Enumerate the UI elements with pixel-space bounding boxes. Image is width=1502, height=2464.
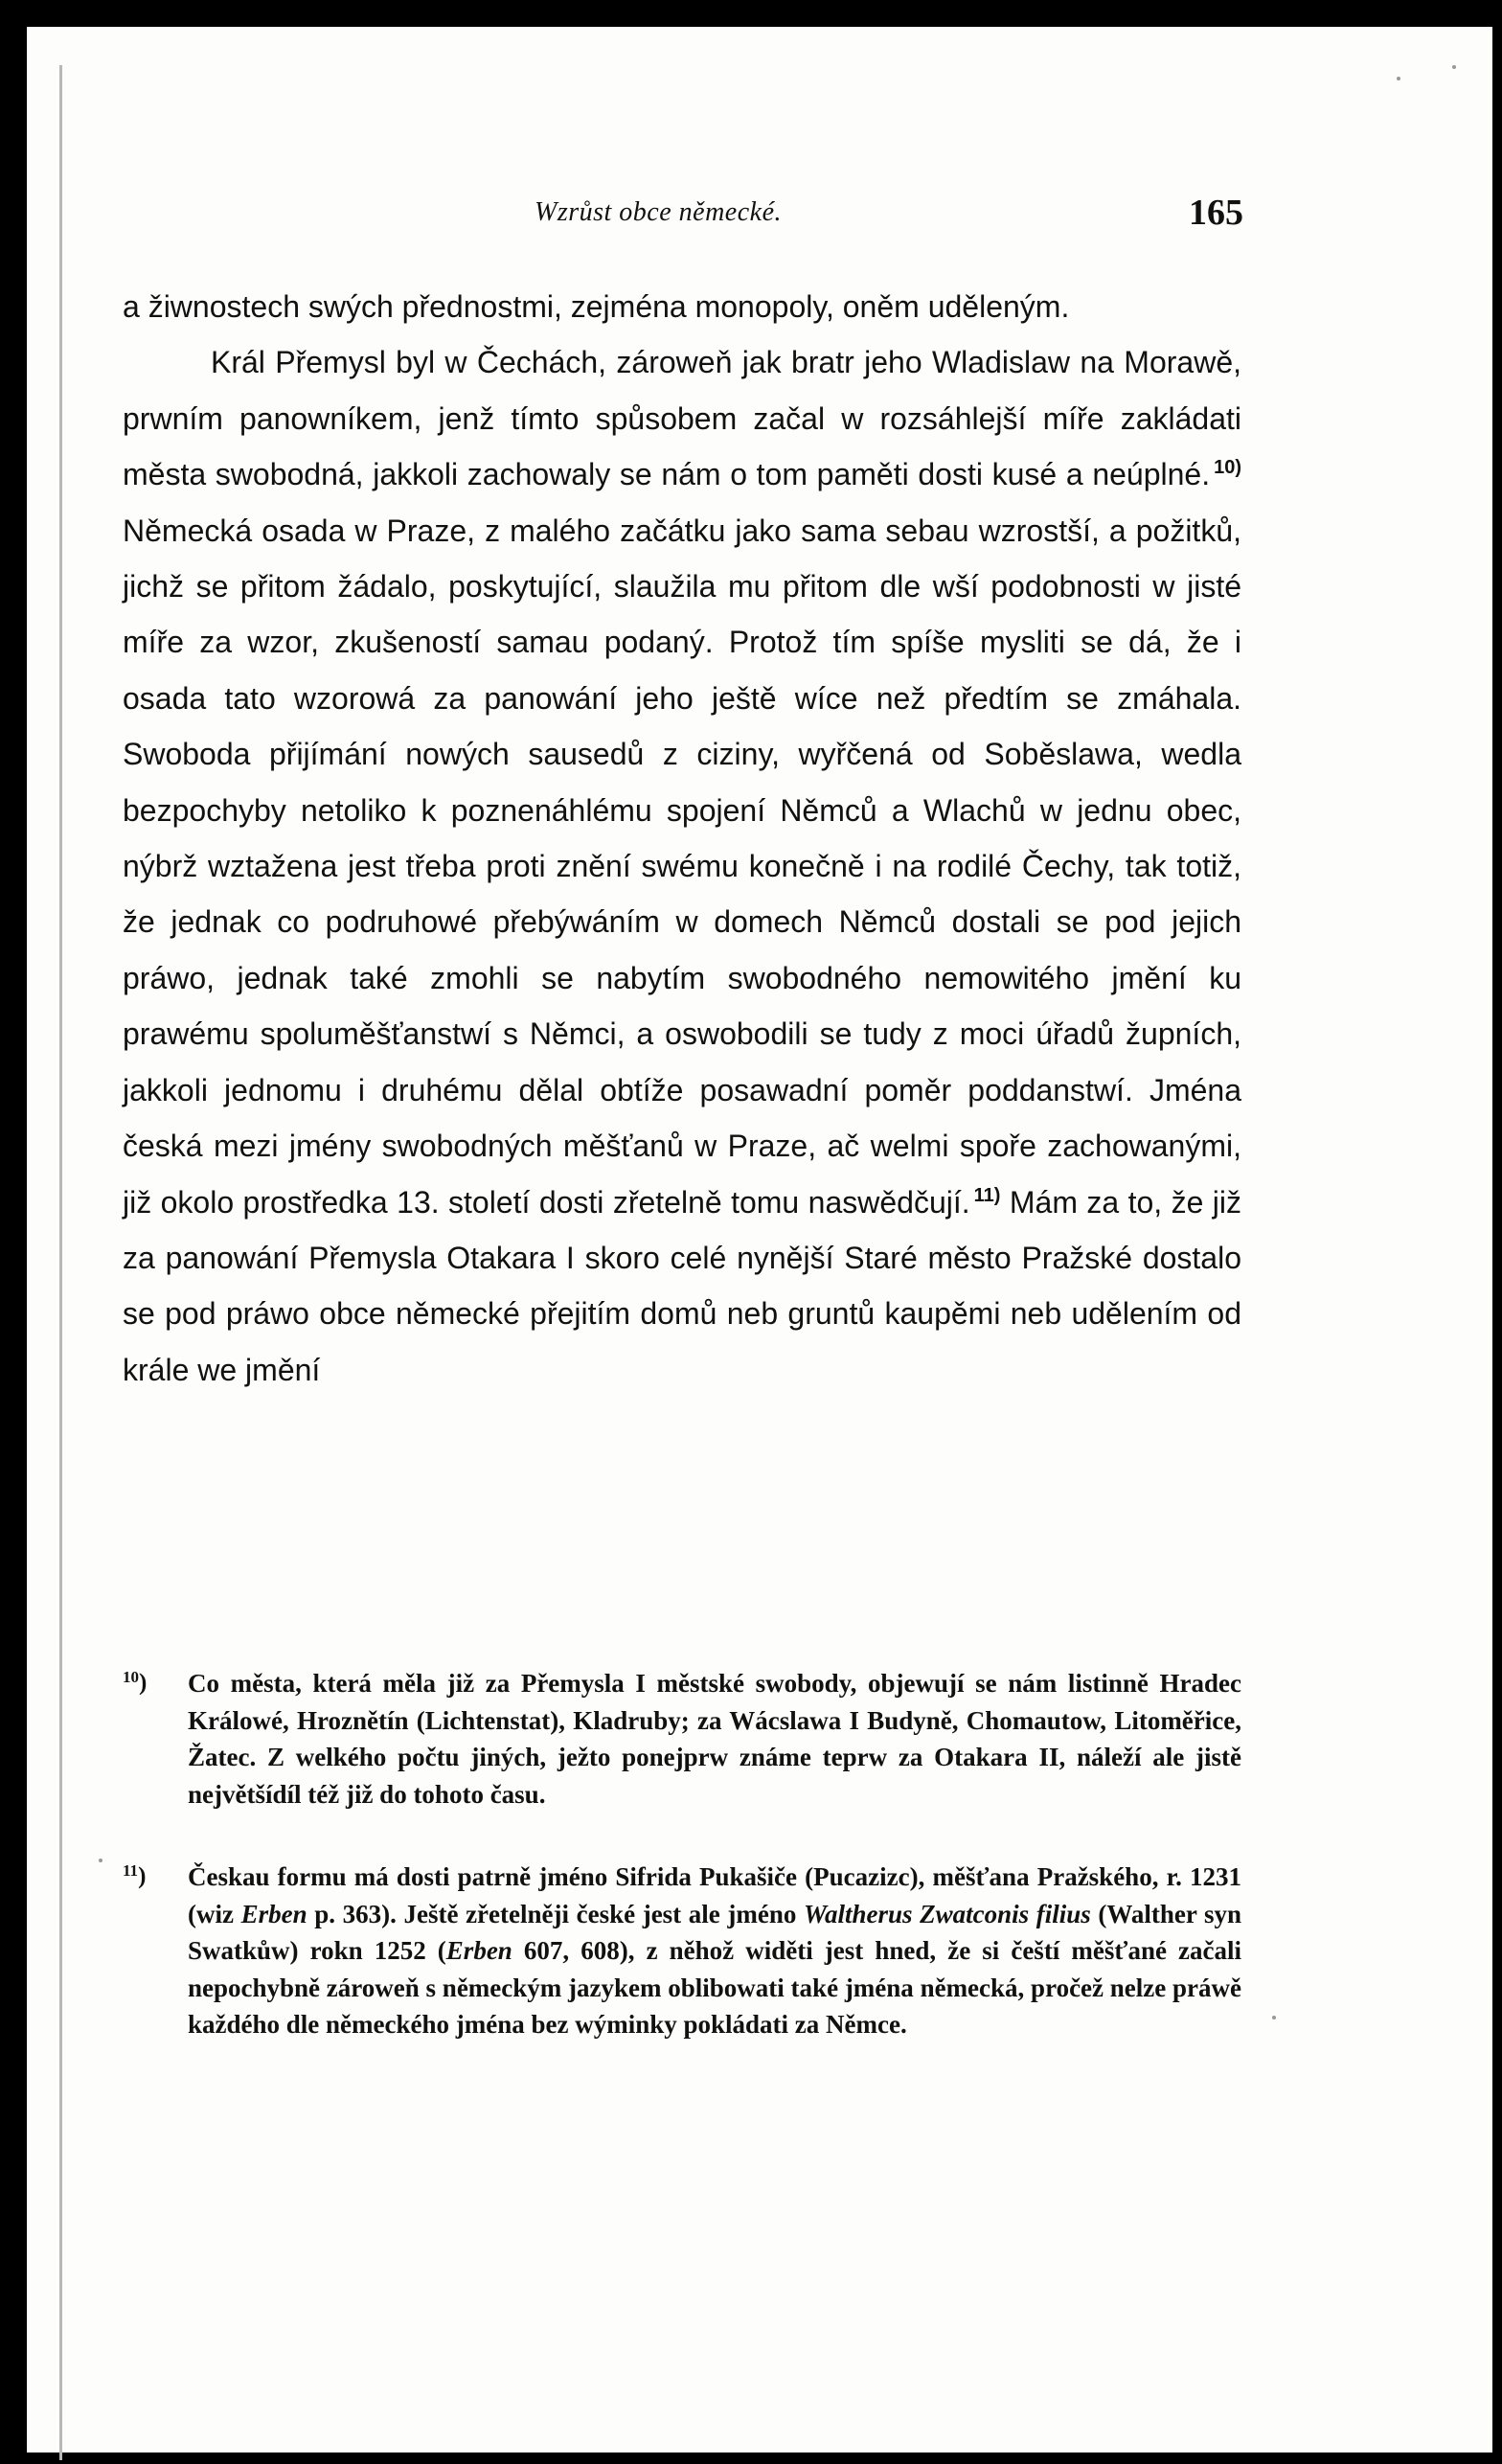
paragraph-2-part-3: Mám za to, že již za panowání Přemysla Otakara I skoro celé nynější Staré město Pražské dostalo se pod práwo obce německé přejitím domů neb gruntů kaupěmi neb udělením od krále we jmění <box>123 1184 1242 1387</box>
body-text <box>123 279 1241 1398</box>
footnote-10-number: $^{10}$) <box>123 1668 148 1696</box>
paragraph-2 <box>123 334 1241 1398</box>
book-page <box>27 27 1492 2453</box>
scan-speck <box>1272 2016 1276 2019</box>
paragraph-2-part-1: Král Přemysl byl w Čechách, zároweň jak bratr jeho Wladislaw na Morawě, prwním panowníkem, jenž tímto spůsobem začal w rozsáhlejší míře zakládati města swobodná, jakkoli zachowaly se nám o tom paměti dosti kusé a neúplné. <box>123 345 1241 492</box>
citation-erben-2: Erben <box>445 1936 512 1965</box>
citation-waltherus: Waltherus Zwatconis filius <box>804 1899 1091 1928</box>
paragraph-2-part-2: Německá osada w Praze, z malého začátku jako sama sebau wzrostší, a požitků, jichž se přitom žádalo, poskytující, slaužila mu přitom dle wší podobnosti w jisté míře za wzor, zkušeností samau podaný. Protož tím spíše mysliti se dá, že i osada tato wzorowá za panowání jeho ještě wíce než předtím se zmáhala. Swoboda přijímání nowých sausedů z ciziny, wyřčená od Soběslawa, wedla bezpochyby netoliko k poznenáhlému spojení Němců a Wlachů w jednu obec, nýbrž wztažena jest třeba proti znění swému konečně i na rodilé Čechy, tak totiž, že jednak co podruhowé přebýwáním w domech Němců dostali se pod jejich práwo, jednak také zmohli se nabytím swobodného nemowitého jmění ku prawému spoluměšťanstwí s Němci, a oswobodili se tudy z moci úřadů župních, jakkoli jednomu i druhému dělal obtíže posawadní poměr poddanstwí. Jména česká mezi jmény swobodných měšťanů w Praze, ač welmi spoře zachowanými, již okolo prostředka 13. století dosti zřetelně tomu naswědčují. <box>123 513 1241 1220</box>
page-number: 165 <box>1189 193 1243 233</box>
footnote-ref-10: 10) <box>1214 457 1241 479</box>
footnote-10-text: Co města, která měla již za Přemysla I městské swobody, objewují se nám listinně Hradec Králowé, Hroznětín (Lichtenstat), Kladruby; za Wácslawa I Budyně, Chomautow, Litoměřice, Žatec. Z welkého počtu jiných, ježto ponejprw známe teprw za Otakara II, náleží ale jistě největšídíl též již do tohoto času. <box>188 1669 1241 1809</box>
page-edge-rule <box>59 65 62 2460</box>
scan-speck <box>1397 77 1400 80</box>
citation-erben: Erben <box>240 1899 307 1928</box>
footnote-ref-11: 11) <box>973 1184 1001 1206</box>
scan-speck <box>1452 65 1456 69</box>
footnote-11 <box>123 1859 1241 2043</box>
running-head: Wzrůst obce německé. <box>535 197 783 227</box>
footnote-10 <box>123 1665 1241 1813</box>
footnote-11-number: $^{11}$) <box>123 1861 147 1889</box>
paragraph-1: a žiwnostech swých přednostmi, zejména monopoly, oněm uděleným. <box>123 289 1070 324</box>
page-header <box>123 188 1243 245</box>
footnote-11-text: Českau formu má dosti patrně jméno Sifrida Pukašiče (Pucazizc), měšťana Pražského, r. 1231 (wiz Erben p. 363). Ještě zřetelněji české jest ale jméno Waltherus Zwatconis filius (Walther syn Swatkůw) rokn 1252 (Erben 607, 608), z něhož widěti jest hned, že si čeští měšťané začali nepochybně zároweň s německým jazykem oblibowati také jména německá, pročež nelze práwě každého dle německého jména bez wýminky pokládati za Němce. <box>188 1862 1242 2039</box>
footnotes <box>123 1665 1241 2043</box>
scan-speck <box>99 1859 102 1862</box>
